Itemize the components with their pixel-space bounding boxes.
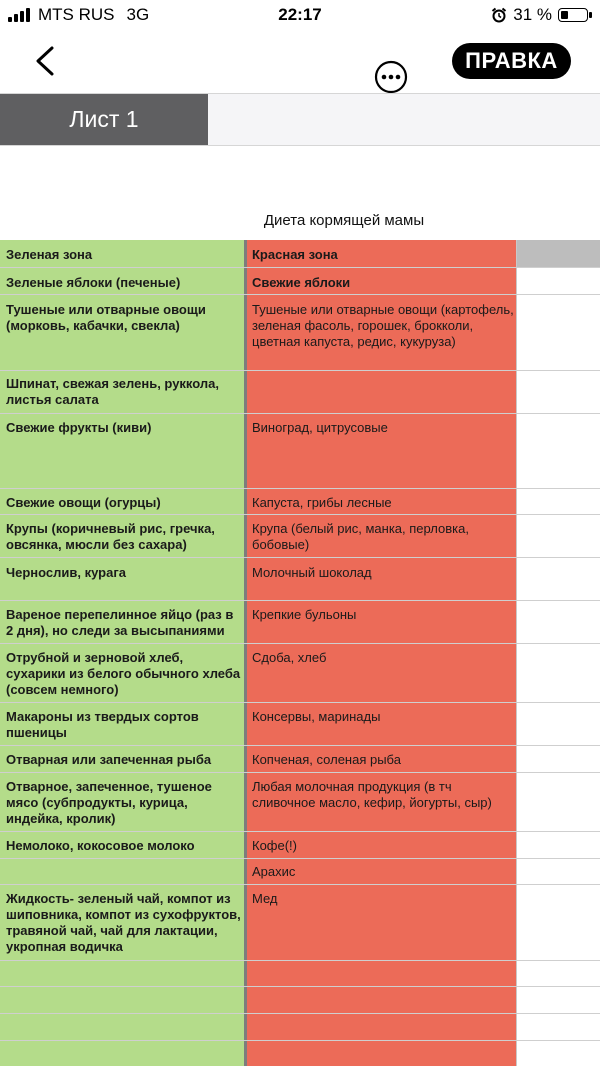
back-chevron-icon[interactable]	[30, 44, 62, 78]
red-zone-cell[interactable]: Сдоба, хлеб	[252, 650, 327, 665]
network-label: 3G	[126, 5, 150, 24]
navigation-bar	[0, 30, 600, 92]
edit-button[interactable]: ПРАВКА	[452, 43, 571, 79]
green-zone-cell[interactable]: Тушеные или отварные овощи (морковь, кабачки, свекла)	[6, 302, 206, 333]
green-zone-cell[interactable]: Шпинат, свежая зелень, руккола, листья салата	[6, 376, 219, 407]
row-divider	[0, 370, 600, 371]
battery-icon	[558, 8, 588, 22]
more-options-icon[interactable]	[374, 60, 408, 94]
header-red-cell[interactable]: Красная зона	[252, 247, 338, 262]
row-divider	[0, 772, 600, 773]
red-zone-cell[interactable]: Капуста, грибы лесные	[252, 495, 392, 510]
row-divider	[0, 1040, 600, 1041]
red-zone-cell[interactable]: Свежие яблоки	[252, 275, 351, 290]
row-divider	[0, 1013, 600, 1014]
clock: 22:17	[278, 5, 322, 24]
row-divider	[0, 413, 600, 414]
green-zone-cell[interactable]: Чернослив, курага	[6, 565, 127, 580]
green-zone-cell[interactable]: Отрубной и зерновой хлеб, сухарики из белого обычного хлеба (совсем немного)	[6, 650, 241, 697]
header-green-cell[interactable]: Зеленая зона	[6, 247, 93, 262]
row-divider	[0, 960, 600, 961]
green-zone-cell[interactable]: Отварное, запеченное, тушеное мясо (субпродукты, курица, индейка, кролик)	[6, 779, 212, 826]
red-zone-cell[interactable]: Виноград, цитрусовые	[252, 420, 388, 435]
row-divider	[0, 831, 600, 832]
red-zone-cell[interactable]: Мед	[252, 891, 278, 906]
row-divider	[0, 884, 600, 885]
row-divider	[0, 267, 600, 268]
green-zone-cell[interactable]: Немолоко, кокосовое молоко	[6, 838, 195, 853]
row-divider	[0, 858, 600, 859]
green-zone-cell[interactable]: Жидкость- зеленый чай, компот из шиповника, компот из сухофруктов, травяной чай, чай для лактации, укропная водичка	[6, 891, 241, 954]
sheet-title: Диета кормящей мамы	[263, 212, 425, 229]
red-zone-cell[interactable]: Арахис	[252, 864, 296, 879]
green-zone-cell[interactable]: Свежие овощи (огурцы)	[6, 495, 161, 510]
green-zone-cell[interactable]: Вареное перепелинное яйцо (раз в 2 дня), но следи за высыпаниями	[6, 607, 234, 638]
status-right	[491, 5, 588, 25]
red-zone-cell[interactable]: Копченая, соленая рыба	[252, 752, 401, 767]
green-zone-cell[interactable]: Отварная или запеченная рыба	[6, 752, 212, 767]
red-zone-cell[interactable]: Молочный шоколад	[252, 565, 372, 580]
sheet-tab-bar	[0, 93, 600, 146]
red-zone-cell[interactable]: Крупа (белый рис, манка, перловка, бобовые)	[252, 521, 469, 552]
row-divider	[0, 745, 600, 746]
header-empty-cell	[516, 240, 600, 267]
red-zone-cell[interactable]: Любая молочная продукция (в тч сливочное масло, кефир, йогурты, сыр)	[252, 779, 492, 810]
row-divider	[0, 600, 600, 601]
green-zone-cell[interactable]: Свежие фрукты (киви)	[6, 420, 152, 435]
red-zone-cell[interactable]: Консервы, маринады	[252, 709, 381, 724]
row-divider	[0, 557, 600, 558]
red-zone-cell[interactable]: Кофе(!)	[252, 838, 297, 853]
green-zone-cell[interactable]: Макароны из твердых сортов пшеницы	[6, 709, 199, 740]
row-divider	[0, 488, 600, 489]
green-zone-cell[interactable]: Крупы (коричневый рис, гречка, овсянка, мюсли без сахара)	[6, 521, 215, 552]
row-divider	[0, 294, 600, 295]
carrier-label: MTS RUS	[38, 5, 115, 24]
battery-percent: 31 %	[513, 5, 552, 24]
green-zone-cell[interactable]: Зеленые яблоки (печеные)	[6, 275, 181, 290]
row-divider	[0, 514, 600, 515]
column-separator	[244, 240, 247, 1066]
alarm-icon	[491, 7, 507, 23]
tab-sheet-1[interactable]: Лист 1	[0, 94, 208, 145]
row-divider	[0, 986, 600, 987]
status-bar	[0, 0, 600, 30]
column-border	[516, 240, 517, 1066]
red-zone-cell[interactable]: Крепкие бульоны	[252, 607, 357, 622]
row-divider	[0, 702, 600, 703]
row-divider	[0, 643, 600, 644]
red-zone-cell[interactable]: Тушеные или отварные овощи (картофель, зеленая фасоль, горошек, брокколи, цветная капуста, редис, кукуруза)	[252, 302, 514, 349]
